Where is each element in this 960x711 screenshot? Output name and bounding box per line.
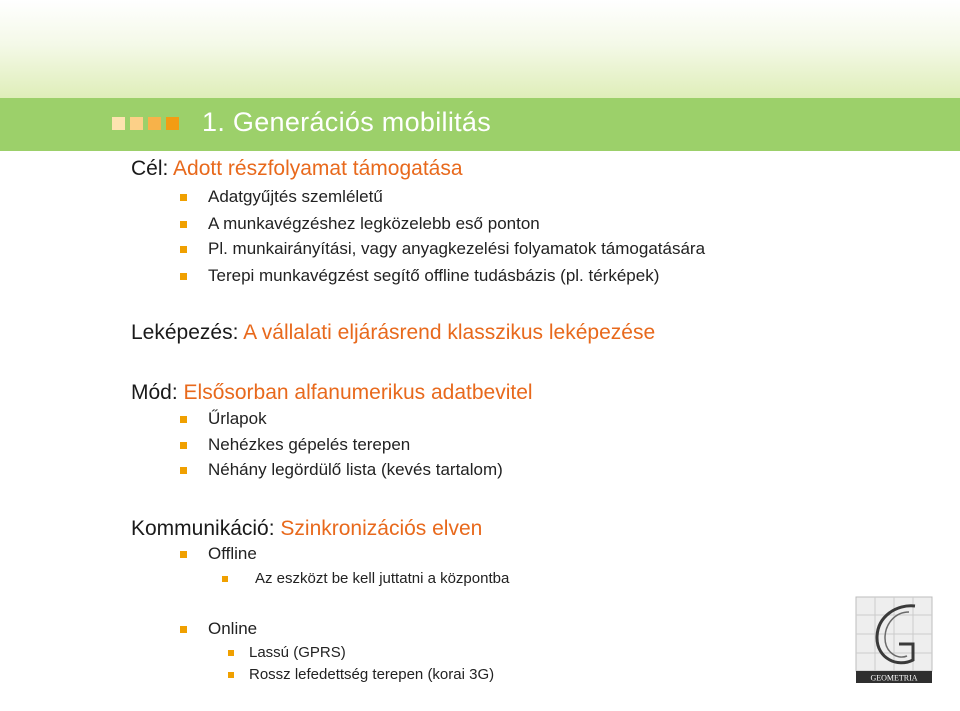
logo-text: GEOMETRIA (870, 673, 918, 683)
lekepezes-label: Leképezés: (131, 321, 244, 344)
bullet-square-icon (180, 467, 187, 474)
list-item: Nehézkes gépelés terepen (208, 435, 411, 454)
bullet-square-icon (180, 416, 187, 423)
bullet-square-icon (222, 576, 228, 582)
online-sub-item: Lassú (GPRS) (249, 644, 346, 661)
offline-sub-item: Az eszközt be kell juttatni a központba (255, 570, 510, 587)
online-sub-item: Rossz lefedettség terepen (korai 3G) (249, 666, 495, 683)
list-item: Terepi munkavégzést segítő offline tudásbázis (pl. térképek) (208, 266, 660, 285)
bullet-square-icon (180, 442, 187, 449)
kommunikacio-value: Szinkronizációs elven (280, 517, 483, 540)
bullet-square-icon (180, 273, 187, 280)
list-item: Pl. munkairányítási, vagy anyagkezelési folyamatok támogatására (208, 239, 706, 258)
list-item: A munkavégzéshez legközelebb eső ponton (208, 214, 540, 233)
bullet-square-icon (228, 650, 234, 656)
online-item: Online (208, 619, 258, 638)
cel-heading (131, 157, 463, 181)
kommunikacio-label: Kommunikáció: (131, 517, 281, 540)
slide-title: 1. Generációs mobilitás (202, 107, 492, 137)
mod-value: Elsősorban alfanumerikus adatbevitel (183, 381, 533, 404)
mod-heading (131, 381, 533, 405)
geometria-logo (855, 596, 933, 684)
lekepezes-value: A vállalati eljárásrend klasszikus leképezése (243, 321, 656, 344)
bullet-square-icon (180, 221, 187, 228)
list-item: Adatgyűjtés szemléletű (208, 187, 383, 206)
bullet-square-icon (180, 194, 187, 201)
offline-item: Offline (208, 544, 257, 563)
bullet-square-icon (180, 551, 187, 558)
cel-label: Cél: (131, 157, 174, 180)
bullet-square-icon (228, 672, 234, 678)
kommunikacio-heading (131, 517, 482, 541)
list-item: Néhány legördülő lista (kevés tartalom) (208, 460, 503, 479)
mod-label: Mód: (131, 381, 184, 404)
bullet-square-icon (180, 246, 187, 253)
cel-value: Adott részfolyamat támogatása (173, 157, 463, 180)
list-item: Űrlapok (208, 409, 267, 428)
lekepezes-heading (131, 321, 655, 345)
bullet-square-icon (180, 626, 187, 633)
